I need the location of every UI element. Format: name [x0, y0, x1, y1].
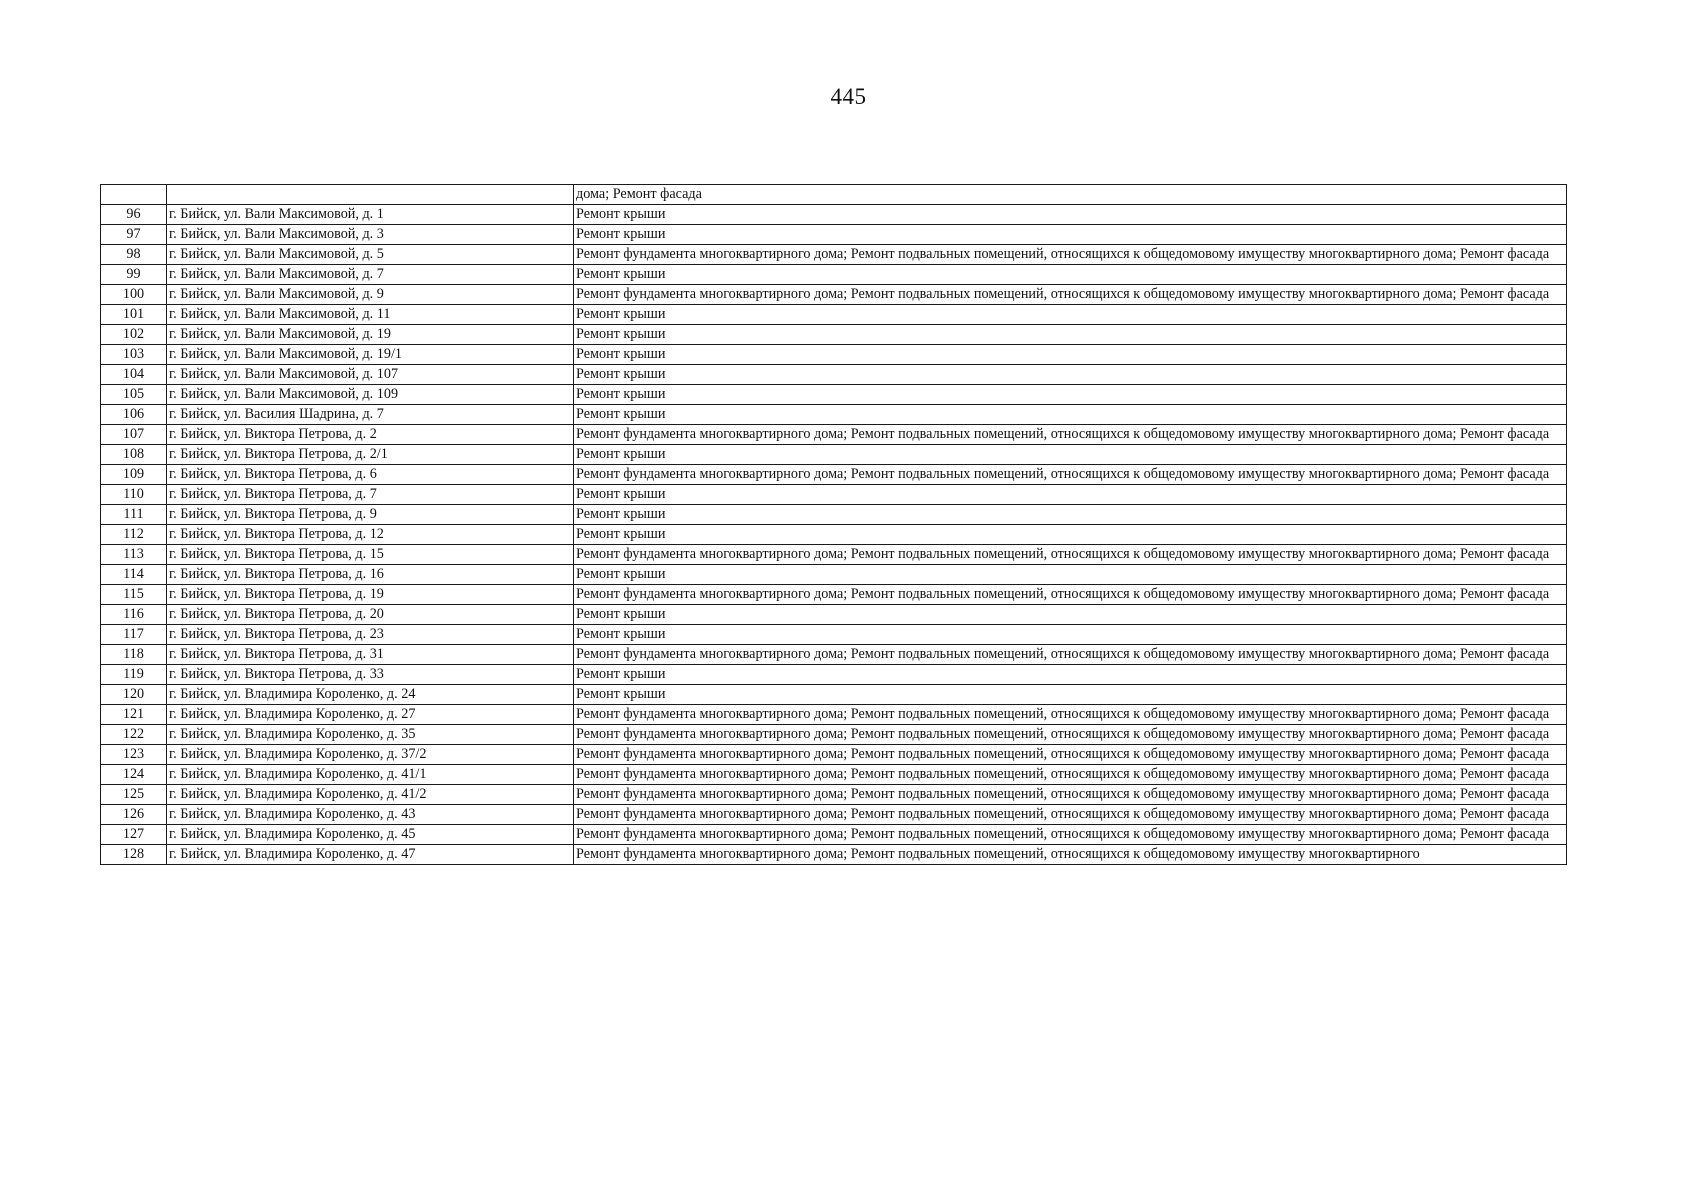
address-cell — [167, 185, 574, 205]
address-cell: г. Бийск, ул. Владимира Короленко, д. 41/1 — [167, 765, 574, 785]
address-cell: г. Бийск, ул. Виктора Петрова, д. 20 — [167, 605, 574, 625]
address-cell: г. Бийск, ул. Вали Максимовой, д. 1 — [167, 205, 574, 225]
row-number-cell: 106 — [101, 405, 167, 425]
work-type-cell: Ремонт фундамента многоквартирного дома; Ремонт подвальных помещений, относящихся к общедомовому имуществу многоквартирного дома; Ремонт фасада — [574, 785, 1567, 805]
page-number: 445 — [830, 84, 867, 109]
address-cell: г. Бийск, ул. Виктора Петрова, д. 7 — [167, 485, 574, 505]
table-row — [101, 285, 1567, 305]
work-type-cell: Ремонт крыши — [574, 225, 1567, 245]
work-type-cell: дома; Ремонт фасада — [574, 185, 1567, 205]
address-cell: г. Бийск, ул. Владимира Короленко, д. 27 — [167, 705, 574, 725]
row-number-cell: 109 — [101, 465, 167, 485]
row-number-cell: 107 — [101, 425, 167, 445]
work-type-cell: Ремонт крыши — [574, 325, 1567, 345]
row-number-cell: 128 — [101, 845, 167, 865]
work-type-cell: Ремонт крыши — [574, 265, 1567, 285]
work-type-cell: Ремонт фундамента многоквартирного дома; Ремонт подвальных помещений, относящихся к общедомовому имуществу многоквартирного дома; Ремонт фасада — [574, 705, 1567, 725]
address-cell: г. Бийск, ул. Виктора Петрова, д. 12 — [167, 525, 574, 545]
address-cell: г. Бийск, ул. Вали Максимовой, д. 3 — [167, 225, 574, 245]
table-row — [101, 725, 1567, 745]
table-row — [101, 565, 1567, 585]
row-number-cell: 125 — [101, 785, 167, 805]
work-type-cell: Ремонт крыши — [574, 345, 1567, 365]
work-type-cell: Ремонт крыши — [574, 605, 1567, 625]
table-row — [101, 225, 1567, 245]
address-cell: г. Бийск, ул. Виктора Петрова, д. 19 — [167, 585, 574, 605]
work-type-cell: Ремонт крыши — [574, 365, 1567, 385]
work-type-cell: Ремонт крыши — [574, 305, 1567, 325]
work-type-cell: Ремонт крыши — [574, 485, 1567, 505]
address-cell: г. Бийск, ул. Вали Максимовой, д. 109 — [167, 385, 574, 405]
table-row — [101, 625, 1567, 645]
table-row — [101, 605, 1567, 625]
address-cell: г. Бийск, ул. Владимира Короленко, д. 35 — [167, 725, 574, 745]
table-row — [101, 345, 1567, 365]
table-row — [101, 485, 1567, 505]
address-cell: г. Бийск, ул. Вали Максимовой, д. 107 — [167, 365, 574, 385]
row-number-cell: 102 — [101, 325, 167, 345]
work-type-cell: Ремонт фундамента многоквартирного дома; Ремонт подвальных помещений, относящихся к общедомовому имуществу многоквартирного дома; Ремонт фасада — [574, 425, 1567, 445]
address-cell: г. Бийск, ул. Вали Максимовой, д. 7 — [167, 265, 574, 285]
table-row — [101, 405, 1567, 425]
row-number-cell: 104 — [101, 365, 167, 385]
row-number-cell: 116 — [101, 605, 167, 625]
work-type-cell: Ремонт фундамента многоквартирного дома; Ремонт подвальных помещений, относящихся к общедомовому имуществу многоквартирного дома; Ремонт фасада — [574, 245, 1567, 265]
row-number-cell: 118 — [101, 645, 167, 665]
work-type-cell: Ремонт крыши — [574, 525, 1567, 545]
row-number-cell: 111 — [101, 505, 167, 525]
address-cell: г. Бийск, ул. Владимира Короленко, д. 45 — [167, 825, 574, 845]
row-number-cell: 119 — [101, 665, 167, 685]
row-number-cell: 114 — [101, 565, 167, 585]
table-row — [101, 545, 1567, 565]
address-cell: г. Бийск, ул. Василия Шадрина, д. 7 — [167, 405, 574, 425]
table-row — [101, 365, 1567, 385]
table-body — [101, 185, 1567, 865]
table-row — [101, 505, 1567, 525]
address-cell: г. Бийск, ул. Виктора Петрова, д. 16 — [167, 565, 574, 585]
repair-works-table — [100, 184, 1567, 865]
work-type-cell: Ремонт фундамента многоквартирного дома; Ремонт подвальных помещений, относящихся к общедомовому имуществу многоквартирного дома; Ремонт фасада — [574, 765, 1567, 785]
address-cell: г. Бийск, ул. Вали Максимовой, д. 19 — [167, 325, 574, 345]
address-cell: г. Бийск, ул. Виктора Петрова, д. 33 — [167, 665, 574, 685]
row-number-cell: 124 — [101, 765, 167, 785]
work-type-cell: Ремонт фундамента многоквартирного дома; Ремонт подвальных помещений, относящихся к общедомовому имуществу многоквартирного дома; Ремонт фасада — [574, 725, 1567, 745]
address-cell: г. Бийск, ул. Вали Максимовой, д. 5 — [167, 245, 574, 265]
address-cell: г. Бийск, ул. Владимира Короленко, д. 41/2 — [167, 785, 574, 805]
row-number-cell: 103 — [101, 345, 167, 365]
work-type-cell: Ремонт фундамента многоквартирного дома; Ремонт подвальных помещений, относящихся к общедомовому имуществу многоквартирного дома; Ремонт фасада — [574, 645, 1567, 665]
work-type-cell: Ремонт фундамента многоквартирного дома; Ремонт подвальных помещений, относящихся к общедомовому имуществу многоквартирного дома; Ремонт фасада — [574, 805, 1567, 825]
table-row — [101, 305, 1567, 325]
table-row — [101, 465, 1567, 485]
table-row — [101, 745, 1567, 765]
address-cell: г. Бийск, ул. Владимира Короленко, д. 47 — [167, 845, 574, 865]
row-number-cell: 99 — [101, 265, 167, 285]
row-number-cell: 115 — [101, 585, 167, 605]
address-cell: г. Бийск, ул. Виктора Петрова, д. 6 — [167, 465, 574, 485]
work-type-cell: Ремонт крыши — [574, 445, 1567, 465]
work-type-cell: Ремонт крыши — [574, 405, 1567, 425]
work-type-cell: Ремонт крыши — [574, 205, 1567, 225]
address-cell: г. Бийск, ул. Виктора Петрова, д. 2 — [167, 425, 574, 445]
row-number-cell: 96 — [101, 205, 167, 225]
work-type-cell: Ремонт крыши — [574, 385, 1567, 405]
work-type-cell: Ремонт крыши — [574, 505, 1567, 525]
row-number-cell — [101, 185, 167, 205]
row-number-cell: 123 — [101, 745, 167, 765]
table-row — [101, 185, 1567, 205]
address-cell: г. Бийск, ул. Виктора Петрова, д. 9 — [167, 505, 574, 525]
work-type-cell: Ремонт фундамента многоквартирного дома; Ремонт подвальных помещений, относящихся к общедомовому имуществу многоквартирного дома; Ремонт фасада — [574, 745, 1567, 765]
row-number-cell: 113 — [101, 545, 167, 565]
address-cell: г. Бийск, ул. Виктора Петрова, д. 31 — [167, 645, 574, 665]
work-type-cell: Ремонт фундамента многоквартирного дома; Ремонт подвальных помещений, относящихся к общедомовому имуществу многоквартирного дома; Ремонт фасада — [574, 585, 1567, 605]
work-type-cell: Ремонт крыши — [574, 685, 1567, 705]
row-number-cell: 101 — [101, 305, 167, 325]
row-number-cell: 122 — [101, 725, 167, 745]
work-type-cell: Ремонт крыши — [574, 665, 1567, 685]
address-cell: г. Бийск, ул. Вали Максимовой, д. 11 — [167, 305, 574, 325]
work-type-cell: Ремонт фундамента многоквартирного дома; Ремонт подвальных помещений, относящихся к общедомовому имуществу многоквартирного дома; Ремонт фасада — [574, 825, 1567, 845]
address-cell: г. Бийск, ул. Вали Максимовой, д. 9 — [167, 285, 574, 305]
address-cell: г. Бийск, ул. Виктора Петрова, д. 23 — [167, 625, 574, 645]
row-number-cell: 121 — [101, 705, 167, 725]
row-number-cell: 105 — [101, 385, 167, 405]
row-number-cell: 98 — [101, 245, 167, 265]
row-number-cell: 100 — [101, 285, 167, 305]
work-type-cell: Ремонт фундамента многоквартирного дома; Ремонт подвальных помещений, относящихся к общедомовому имуществу многоквартирного дома; Ремонт фасада — [574, 545, 1567, 565]
table-row — [101, 685, 1567, 705]
work-type-cell: Ремонт фундамента многоквартирного дома; Ремонт подвальных помещений, относящихся к общедомовому имуществу многоквартирного дома; Ремонт фасада — [574, 285, 1567, 305]
table-row — [101, 665, 1567, 685]
row-number-cell: 108 — [101, 445, 167, 465]
row-number-cell: 110 — [101, 485, 167, 505]
table-row — [101, 785, 1567, 805]
table-row — [101, 805, 1567, 825]
row-number-cell: 127 — [101, 825, 167, 845]
row-number-cell: 126 — [101, 805, 167, 825]
work-type-cell: Ремонт фундамента многоквартирного дома; Ремонт подвальных помещений, относящихся к общедомовому имуществу многоквартирного дома; Ремонт фасада — [574, 465, 1567, 485]
table-row — [101, 585, 1567, 605]
row-number-cell: 120 — [101, 685, 167, 705]
table-row — [101, 265, 1567, 285]
work-type-cell: Ремонт крыши — [574, 565, 1567, 585]
table-row — [101, 325, 1567, 345]
address-cell: г. Бийск, ул. Виктора Петрова, д. 15 — [167, 545, 574, 565]
address-cell: г. Бийск, ул. Вали Максимовой, д. 19/1 — [167, 345, 574, 365]
table-row — [101, 385, 1567, 405]
table-row — [101, 525, 1567, 545]
work-type-cell: Ремонт крыши — [574, 625, 1567, 645]
row-number-cell: 112 — [101, 525, 167, 545]
table-row — [101, 445, 1567, 465]
address-cell: г. Бийск, ул. Владимира Короленко, д. 37/2 — [167, 745, 574, 765]
table-row — [101, 705, 1567, 725]
table-row — [101, 425, 1567, 445]
address-cell: г. Бийск, ул. Владимира Короленко, д. 43 — [167, 805, 574, 825]
table-row — [101, 845, 1567, 865]
table-row — [101, 205, 1567, 225]
row-number-cell: 117 — [101, 625, 167, 645]
table-row — [101, 765, 1567, 785]
address-cell: г. Бийск, ул. Виктора Петрова, д. 2/1 — [167, 445, 574, 465]
row-number-cell: 97 — [101, 225, 167, 245]
work-type-cell: Ремонт фундамента многоквартирного дома; Ремонт подвальных помещений, относящихся к общедомовому имуществу многоквартирного — [574, 845, 1567, 865]
address-cell: г. Бийск, ул. Владимира Короленко, д. 24 — [167, 685, 574, 705]
table-row — [101, 825, 1567, 845]
table-row — [101, 645, 1567, 665]
table-row — [101, 245, 1567, 265]
